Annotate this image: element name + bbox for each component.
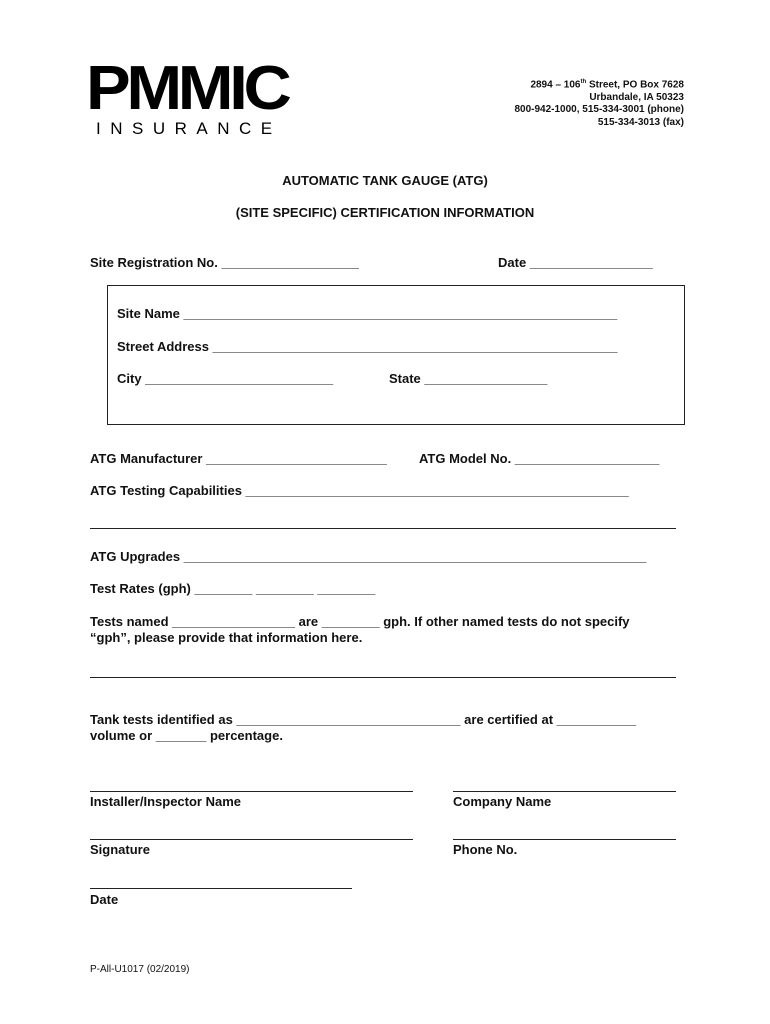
installer-name-line[interactable]	[90, 791, 413, 792]
city-field[interactable]: City __________________________	[117, 371, 334, 386]
company-logo: PMMIC	[86, 54, 288, 123]
state-field[interactable]: State _________________	[389, 371, 548, 386]
signature-label: Signature	[90, 842, 150, 857]
phone-label: Phone No.	[453, 842, 518, 857]
date-line-bottom[interactable]	[90, 888, 352, 889]
site-name-field[interactable]: Site Name ____________________________________________________________	[117, 306, 618, 321]
site-registration-field[interactable]: Site Registration No. ___________________	[90, 255, 359, 270]
atg-testing-continuation-line[interactable]	[90, 528, 676, 529]
tests-named-note: “gph”, please provide that information here.	[90, 630, 363, 645]
address-line-3: 800-942-1000, 515-334-3001 (phone)	[514, 104, 684, 116]
form-code: P-All-U1017 (02/2019)	[90, 964, 190, 975]
street-address-field[interactable]: Street Address ________________________________________________________	[117, 339, 618, 354]
address-line-2: Urbandale, IA 50323	[589, 91, 684, 103]
address-line-4: 515-334-3013 (fax)	[597, 116, 684, 128]
atg-upgrades-field[interactable]: ATG Upgrades ________________________________________________________________	[90, 549, 647, 564]
date-field-top[interactable]: Date _________________	[498, 255, 653, 270]
test-rates-field[interactable]: Test Rates (gph) ________ ________ ________	[90, 581, 376, 596]
form-title: AUTOMATIC TANK GAUGE (ATG)	[282, 173, 488, 188]
phone-line[interactable]	[453, 839, 676, 840]
company-name-label: Company Name	[453, 794, 552, 809]
atg-manufacturer-field[interactable]: ATG Manufacturer _________________________	[90, 451, 387, 466]
tests-named-field[interactable]: Tests named _________________ are ________ gph. If other named tests do not specify	[90, 614, 630, 629]
company-name-line[interactable]	[453, 791, 676, 792]
tank-tests-volume-field[interactable]: volume or _______ percentage.	[90, 728, 283, 743]
atg-model-field[interactable]: ATG Model No. ____________________	[419, 451, 660, 466]
company-logo-subtitle: INSURANCE	[96, 119, 282, 138]
address-line-1: 2894 – 106th Street, PO Box 7628	[530, 79, 684, 91]
date-label-bottom: Date	[90, 892, 119, 907]
installer-name-label: Installer/Inspector Name	[90, 794, 241, 809]
form-subtitle: (SITE SPECIFIC) CERTIFICATION INFORMATION	[235, 205, 535, 220]
company-address	[514, 76, 684, 129]
tank-tests-field[interactable]: Tank tests identified as _______________________________ are certified at ___________	[90, 712, 637, 727]
atg-testing-field[interactable]: ATG Testing Capabilities _____________________________________________________	[90, 483, 629, 498]
tests-info-line[interactable]	[90, 677, 676, 678]
signature-line[interactable]	[90, 839, 413, 840]
